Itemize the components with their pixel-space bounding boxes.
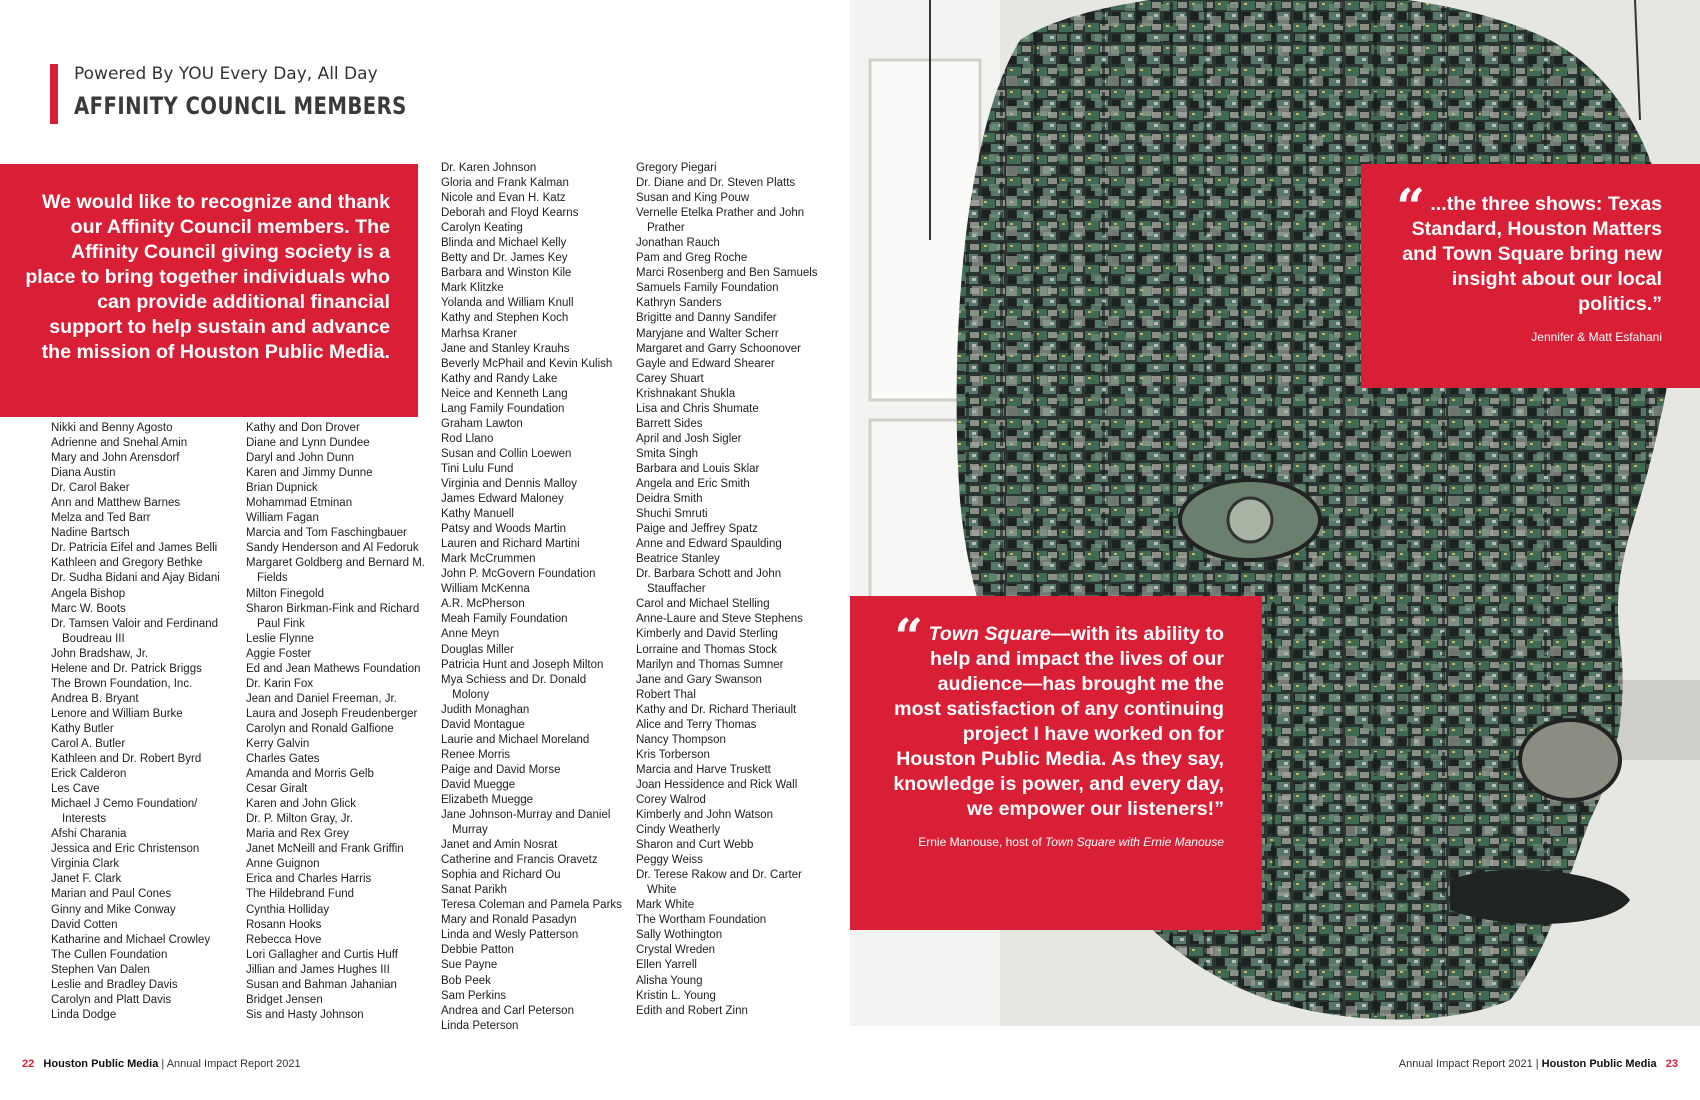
- quote-esfahani-text: [1391, 177, 1662, 317]
- intro-text: We would like to recognize and thank our Affinity Council members. The Affinity Council giving society is a place to bring together individuals who can provide additional financial support to help sustain and advance the mission of Houston Public Media.: [25, 191, 390, 363]
- member-name: Kathy Manuell: [441, 508, 514, 521]
- member-name: Janet and Amin Nosrat: [441, 839, 558, 852]
- member-name: Janet F. Clark: [51, 873, 122, 886]
- member-name: Ann and Matthew Barnes: [51, 497, 181, 510]
- member-name: Linda Dodge: [51, 1008, 117, 1021]
- member-name: Janet McNeill and Frank Griffin: [246, 843, 404, 856]
- member-name: Jane Johnson-Murray and Daniel Murray: [441, 809, 611, 837]
- member-name: Marcia and Harve Truskett: [636, 763, 771, 776]
- member-name: Kathy and Stephen Koch: [441, 312, 569, 325]
- member-name: Patsy and Woods Martin: [441, 523, 567, 536]
- member-name: Betty and Dr. James Key: [441, 252, 568, 265]
- quote-manouse-attribution-show: Town Square with Ernie Manouse: [1045, 835, 1224, 849]
- member-name: Jane and Stanley Krauhs: [441, 342, 570, 355]
- footer-left: [22, 1058, 301, 1070]
- member-name: Robert Thal: [636, 688, 696, 701]
- member-name: Sharon Birkman-Fink and Richard Paul Fink: [246, 602, 420, 630]
- member-list-col3: [441, 161, 624, 1034]
- member-name: David Montague: [441, 718, 525, 731]
- member-name: Mohammad Etminan: [246, 497, 353, 510]
- member-name: Carolyn and Platt Davis: [51, 993, 172, 1006]
- member-name: A.R. McPherson: [441, 598, 525, 611]
- member-name: Peggy Weiss: [636, 854, 703, 867]
- member-name: Anne and Edward Spaulding: [636, 538, 782, 551]
- member-name: Mya Schiess and Dr. Donald Molony: [441, 673, 587, 701]
- member-name: Dr. Carol Baker: [51, 482, 130, 495]
- quote-callout-manouse: [850, 596, 1262, 930]
- member-name: John Bradshaw, Jr.: [51, 647, 149, 660]
- member-name: Nadine Bartsch: [51, 527, 130, 540]
- member-name: Lang Family Foundation: [441, 402, 565, 415]
- member-name: Karen and Jimmy Dunne: [246, 467, 373, 480]
- member-name: Kerry Galvin: [246, 737, 310, 750]
- member-name: Cindy Weatherly: [636, 824, 721, 837]
- member-name: Andrea B. Bryant: [51, 692, 139, 705]
- member-name: Anne Guignon: [246, 858, 320, 871]
- right-page: [850, 0, 1700, 1100]
- member-name: Charles Gates: [246, 753, 320, 766]
- member-name: Judith Monaghan: [441, 703, 530, 716]
- page-number-right: 23: [1665, 1058, 1678, 1070]
- quote-mark-icon: “: [894, 607, 924, 666]
- member-name: Marci Rosenberg and Ben Samuels: [636, 267, 818, 280]
- quote-esfahani-body: ...the three shows: Texas Standard, Houston Matters and Town Square bring new insight about our local politics.”: [1402, 193, 1662, 315]
- member-name: Cynthia Holliday: [246, 903, 330, 916]
- member-name: Shuchi Smruti: [636, 508, 708, 521]
- member-name: The Wortham Foundation: [636, 914, 767, 927]
- member-name: Sophia and Richard Ou: [441, 869, 561, 882]
- member-name: Aggie Foster: [246, 647, 312, 660]
- footer-org-left: Houston Public Media: [43, 1058, 159, 1070]
- footer-org-right: Houston Public Media: [1541, 1058, 1657, 1070]
- member-list-col1: [51, 421, 231, 1023]
- member-name: Susan and Bahman Jahanian: [246, 978, 397, 991]
- quote-callout-esfahani: [1361, 164, 1700, 388]
- member-name: Pam and Greg Roche: [636, 252, 748, 265]
- member-name: Katharine and Michael Crowley: [51, 933, 211, 946]
- footer-right: [1399, 1058, 1678, 1070]
- member-name: Michael J Cemo Foundation/ Interests: [51, 798, 198, 826]
- member-name: Patricia Hunt and Joseph Milton: [441, 658, 604, 671]
- member-name: Linda Peterson: [441, 1019, 519, 1032]
- member-name: Carol A. Butler: [51, 737, 126, 750]
- member-name: Linda and Wesly Patterson: [441, 929, 579, 942]
- member-name: William Fagan: [246, 512, 319, 525]
- member-name: Karen and John Glick: [246, 798, 356, 811]
- member-name: Deborah and Floyd Kearns: [441, 207, 579, 220]
- member-name: Renee Morris: [441, 748, 511, 761]
- member-name: Lori Gallagher and Curtis Huff: [246, 948, 398, 961]
- member-name: Amanda and Morris Gelb: [246, 768, 374, 781]
- member-name: Lenore and William Burke: [51, 707, 183, 720]
- page-title: AFFINITY COUNCIL MEMBERS: [74, 92, 407, 120]
- member-name: Ginny and Mike Conway: [51, 903, 176, 916]
- member-name: Maryjane and Walter Scherr: [636, 327, 779, 340]
- member-name: Gayle and Edward Shearer: [636, 357, 775, 370]
- member-list-col4: [636, 161, 819, 1019]
- member-name: Mary and John Arensdorf: [51, 452, 180, 465]
- quote-manouse-show-title: Town Square: [928, 623, 1051, 645]
- member-name: April and Josh Sigler: [636, 432, 742, 445]
- member-name: John P. McGovern Foundation: [441, 568, 596, 581]
- member-name: Erick Calderon: [51, 768, 127, 781]
- member-name: Susan and King Pouw: [636, 192, 750, 205]
- member-name: Debbie Patton: [441, 944, 514, 957]
- member-name: Carey Shuart: [636, 372, 704, 385]
- member-name: Mary and Ronald Pasadyn: [441, 914, 577, 927]
- member-name: Lauren and Richard Martini: [441, 538, 580, 551]
- member-name: Edith and Robert Zinn: [636, 1004, 748, 1017]
- member-name: Kathy and Don Drover: [246, 422, 360, 434]
- member-name: Marcia and Tom Faschingbauer: [246, 527, 407, 540]
- member-name: Dr. Tamsen Valoir and Ferdinand Boudreau III: [51, 617, 219, 645]
- member-name: Anne-Laure and Steve Stephens: [636, 613, 803, 626]
- member-name: Diana Austin: [51, 467, 116, 480]
- member-name: Sue Payne: [441, 959, 498, 972]
- member-name: Mark McCrummen: [441, 553, 536, 566]
- member-name: Kathy and Randy Lake: [441, 372, 558, 385]
- member-name: David Cotten: [51, 918, 118, 931]
- member-name: The Brown Foundation, Inc.: [51, 677, 193, 690]
- member-name: Mark White: [636, 899, 695, 912]
- member-name: The Hildebrand Fund: [246, 888, 355, 901]
- member-name: Kathryn Sanders: [636, 297, 722, 310]
- member-name: Marc W. Boots: [51, 602, 126, 615]
- member-name: Andrea and Carl Peterson: [441, 1004, 574, 1017]
- member-name: Meah Family Foundation: [441, 613, 568, 626]
- page-kicker: Powered By YOU Every Day, All Day: [74, 64, 378, 84]
- member-name: Graham Lawton: [441, 417, 523, 430]
- member-name: The Cullen Foundation: [51, 948, 168, 961]
- member-name: Dr. Karen Johnson: [441, 162, 537, 174]
- member-list-col2: [246, 421, 431, 1023]
- member-name: Alice and Terry Thomas: [636, 718, 757, 731]
- member-name: Gregory Piegari: [636, 162, 717, 174]
- member-name: Erica and Charles Harris: [246, 873, 372, 886]
- member-name: Helene and Dr. Patrick Briggs: [51, 662, 202, 675]
- member-name: Leslie Flynne: [246, 632, 314, 645]
- member-name: Bob Peek: [441, 974, 491, 987]
- member-name: Jane and Gary Swanson: [636, 673, 762, 686]
- member-name: Joan Hessidence and Rick Wall: [636, 778, 798, 791]
- member-name: Kris Torberson: [636, 748, 710, 761]
- member-name: Beatrice Stanley: [636, 553, 720, 566]
- member-name: Sam Perkins: [441, 989, 507, 1002]
- member-name: Cesar Giralt: [246, 783, 308, 796]
- member-name: Gloria and Frank Kalman: [441, 177, 569, 190]
- member-name: Brian Dupnick: [246, 482, 318, 495]
- quote-manouse-attribution-name: Ernie Manouse, host of: [918, 835, 1045, 849]
- member-name: Sis and Hasty Johnson: [246, 1008, 364, 1021]
- member-name: William McKenna: [441, 583, 530, 596]
- quote-mark-icon: “: [1396, 177, 1425, 236]
- member-name: Barbara and Winston Kile: [441, 267, 572, 280]
- member-name: Marian and Paul Cones: [51, 888, 172, 901]
- member-name: Sharon and Curt Webb: [636, 839, 754, 852]
- member-name: Jessica and Eric Christenson: [51, 843, 200, 856]
- member-name: Les Cave: [51, 783, 100, 796]
- member-name: Rosann Hooks: [246, 918, 322, 931]
- member-name: Krishnakant Shukla: [636, 387, 736, 400]
- member-name: Marilyn and Thomas Sumner: [636, 658, 784, 671]
- member-name: Corey Walrod: [636, 793, 706, 806]
- member-name: Rod Llano: [441, 432, 494, 445]
- member-name: Lorraine and Thomas Stock: [636, 643, 778, 656]
- member-name: Diane and Lynn Dundee: [246, 437, 370, 450]
- member-name: Paige and David Morse: [441, 763, 561, 776]
- member-name: Beverly McPhail and Kevin Kulish: [441, 357, 613, 370]
- member-name: Kathy and Dr. Richard Theriault: [636, 703, 797, 716]
- quote-manouse-text: [890, 607, 1224, 822]
- member-name: Paige and Jeffrey Spatz: [636, 523, 758, 536]
- member-name: Kristin L. Young: [636, 989, 716, 1002]
- member-name: Adrienne and Snehal Amin: [51, 437, 188, 450]
- member-name: Sally Wothington: [636, 929, 723, 942]
- member-name: Jillian and James Hughes III: [246, 963, 390, 976]
- member-name: Blinda and Michael Kelly: [441, 237, 567, 250]
- member-name: Laura and Joseph Freudenberger: [246, 707, 418, 720]
- member-name: Kathleen and Gregory Bethke: [51, 557, 203, 570]
- member-name: Samuels Family Foundation: [636, 282, 779, 295]
- member-name: Ellen Yarrell: [636, 959, 697, 972]
- member-name: Barbara and Louis Sklar: [636, 462, 760, 475]
- member-name: Carol and Michael Stelling: [636, 598, 770, 611]
- member-name: Susan and Collin Loewen: [441, 447, 572, 460]
- member-name: Afshi Charania: [51, 828, 127, 841]
- member-name: Yolanda and William Knull: [441, 297, 574, 310]
- member-name: Teresa Coleman and Pamela Parks: [441, 899, 622, 912]
- footer-report-right: Annual Impact Report 2021: [1398, 1058, 1533, 1070]
- member-name: Dr. Barbara Schott and John Stauffacher: [636, 568, 782, 596]
- member-name: Melza and Ted Barr: [51, 512, 151, 525]
- member-name: Margaret and Garry Schoonover: [636, 342, 801, 355]
- member-name: Anne Meyn: [441, 628, 500, 641]
- member-name: Nancy Thompson: [636, 733, 726, 746]
- member-name: Dr. Sudha Bidani and Ajay Bidani: [51, 572, 220, 585]
- member-name: Jonathan Rauch: [636, 237, 720, 250]
- member-name: Barrett Sides: [636, 417, 703, 430]
- member-name: Elizabeth Muegge: [441, 793, 534, 806]
- member-name: Margaret Goldberg and Bernard M. Fields: [246, 557, 425, 585]
- member-name: Rebecca Hove: [246, 933, 322, 946]
- quote-esfahani-attribution: Jennifer & Matt Esfahani: [1531, 330, 1662, 344]
- member-name: Daryl and John Dunn: [246, 452, 355, 465]
- member-name: Nikki and Benny Agosto: [51, 422, 173, 434]
- member-name: Kathy Butler: [51, 722, 114, 735]
- quote-manouse-body: —with its ability to help and impact the lives of our audience—has brought me the most satisfaction of any continuing project I have worked on for Houston Public Media. As they say, knowledge is power, and every day, we empower our listeners!”: [893, 623, 1224, 820]
- member-name: Sandy Henderson and Al Fedoruk: [246, 542, 419, 555]
- member-name: Dr. Karin Fox: [246, 677, 314, 690]
- member-name: Virginia and Dennis Malloy: [441, 477, 577, 490]
- member-name: Crystal Wreden: [636, 944, 716, 957]
- member-name: Douglas Miller: [441, 643, 514, 656]
- member-name: Bridget Jensen: [246, 993, 323, 1006]
- quote-manouse-attribution: [890, 834, 1224, 851]
- member-name: Sanat Parikh: [441, 884, 507, 897]
- member-name: Tini Lulu Fund: [441, 462, 514, 475]
- member-name: Neice and Kenneth Lang: [441, 387, 568, 400]
- member-name: Dr. P. Milton Gray, Jr.: [246, 813, 353, 826]
- member-name: Smita Singh: [636, 447, 699, 460]
- intro-callout: [0, 164, 418, 417]
- member-name: Kathleen and Dr. Robert Byrd: [51, 753, 202, 766]
- member-name: Dr. Terese Rakow and Dr. Carter White: [636, 869, 802, 897]
- member-name: Deidra Smith: [636, 493, 703, 506]
- member-name: Nicole and Evan H. Katz: [441, 192, 566, 205]
- member-name: Kimberly and John Watson: [636, 809, 774, 822]
- member-name: Kimberly and David Sterling: [636, 628, 778, 641]
- member-name: Alisha Young: [636, 974, 703, 987]
- member-name: Brigitte and Danny Sandifer: [636, 312, 777, 325]
- member-name: Virginia Clark: [51, 858, 120, 871]
- member-name: Leslie and Bradley Davis: [51, 978, 178, 991]
- member-name: Vernelle Etelka Prather and John Prather: [636, 207, 805, 235]
- header-accent-bar: [50, 64, 58, 124]
- member-name: Dr. Patricia Eifel and James Belli: [51, 542, 218, 555]
- member-name: Carolyn Keating: [441, 222, 523, 235]
- member-name: Lisa and Chris Shumate: [636, 402, 759, 415]
- member-name: Dr. Diane and Dr. Steven Platts: [636, 177, 796, 190]
- member-name: Catherine and Francis Oravetz: [441, 854, 598, 867]
- footer-report-left: Annual Impact Report 2021: [166, 1058, 301, 1070]
- page-number-left: 22: [22, 1058, 35, 1070]
- member-name: David Muegge: [441, 778, 516, 791]
- member-name: Marhsa Kraner: [441, 327, 518, 340]
- member-name: Mark Klitzke: [441, 282, 504, 295]
- member-name: Maria and Rex Grey: [246, 828, 349, 841]
- member-name: James Edward Maloney: [441, 493, 564, 506]
- member-name: Angela and Eric Smith: [636, 477, 750, 490]
- member-name: Angela Bishop: [51, 587, 126, 600]
- footer-separator-right: |: [1532, 1058, 1542, 1070]
- member-name: Stephen Van Dalen: [51, 963, 150, 976]
- footer-separator-left: |: [158, 1058, 167, 1070]
- member-name: Ed and Jean Mathews Foundation: [246, 662, 421, 675]
- member-name: Carolyn and Ronald Galfione: [246, 722, 394, 735]
- member-name: Laurie and Michael Moreland: [441, 733, 590, 746]
- member-name: Jean and Daniel Freeman, Jr.: [246, 692, 397, 705]
- member-name: Milton Finegold: [246, 587, 324, 600]
